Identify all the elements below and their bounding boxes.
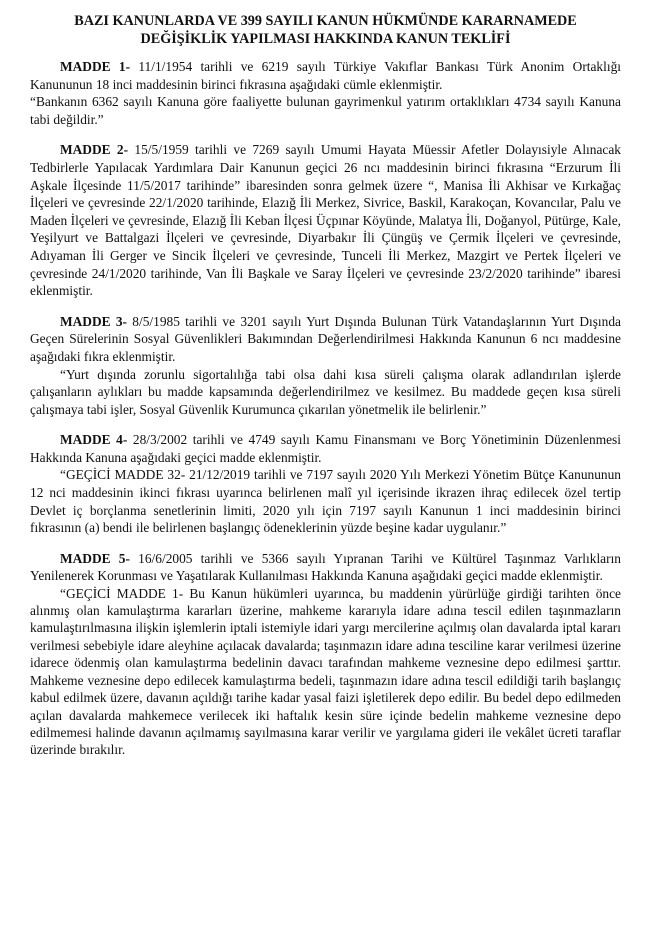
- article-5-intro-text: 16/6/2005 tarihli ve 5366 sayılı Yıpranan Tarihi ve Kültürel Taşınmaz Varlıkların Yenilenerek Korunması ve Yaşatılarak Kullanılması Hakkında Kanuna aşağıdaki geçici madde eklenmiştir.: [30, 550, 621, 584]
- article-3-quote: “Yurt dışında zorunlu sigortalılığa tabi olsa dahi kısa süreli çalışma olarak adlandırılan işlerde çalışanların aylıkları bu madde kapsamında değerlendirilmez ve kesilmez. Bu maddede geçen kısa süreli çalışmaya tabi işler, Sosyal Güvenlik Kurumunca çıkarılan yönetmelik ile belirlenir.”: [30, 366, 621, 417]
- article-1-quote: “Bankanın 6362 sayılı Kanuna göre faaliyette bulunan gayrimenkul yatırım ortaklıkları 4734 sayılı Kanuna tabi değildir.”: [30, 94, 621, 127]
- article-1: [30, 58, 621, 128]
- document-title: [30, 12, 621, 48]
- article-3-intro-text: 8/5/1985 tarihli ve 3201 sayılı Yurt Dışında Bulunan Türk Vatandaşlarının Yurt Dışında Geçen Sürelerinin Sosyal Güvenlikleri Bakımından Değerlendirilmesi Hakkında Kanunun 6 ncı maddesine aşağıdaki fıkra eklenmiştir.: [30, 313, 621, 364]
- article-5-quote: “GEÇİCİ MADDE 1- Bu Kanun hükümleri uyarınca, bu maddenin yürürlüğe girdiği tarihten önce alınmış olan kamulaştırma kararları üzerine, mahkeme kararıyla idare adına tescil edilen taşınmazların kamulaştırılmasına ilişkin işlemlerin iptali istemiyle idari yargı mercilerine açılmış olan davalarda iptal kararı verilmesi sebebiyle idare aleyhine açılacak davalarda; taşınmazın idare adına tesciline karar verilmesi üzerine idarece ödenmiş olan kamulaştırma bedelinin davacı tarafından mahkeme veznesine depo edilmesi şarttır. Mahkeme veznesine depo edilecek kamulaştırma bedeli, taşınmazın idare adına tescil edildiği tarih başlangıç kabul edilmek üzere, davanın açıldığı tarihe kadar yasal faizi işletilerek depo edilir. Bu bedel depo edilmeden açılan davalarda mahkemece verilecek iki haftalık kesin süre içinde bedelin mahkeme veznesine depo edilmemesi halinde davanın açılmamış sayılmasına karar verilir ve yargılama gideri ile vekâlet ücreti taraflar üzerinde bırakılır.: [30, 585, 621, 758]
- article-4-intro: [30, 431, 621, 466]
- article-2: [30, 141, 621, 299]
- article-3-label: MADDE 3-: [60, 313, 128, 329]
- article-1-intro: [30, 58, 621, 93]
- article-1-label: MADDE 1-: [60, 59, 131, 74]
- title-line-1: BAZI KANUNLARDA VE 399 SAYILI KANUN HÜKMÜNDE KARARNAMEDE: [74, 13, 577, 29]
- article-1-intro-text: 11/1/1954 tarihli ve 6219 sayılı Türkiye Vakıflar Bankası Türk Anonim Ortaklığı Kanununun 18 inci maddesinin birinci fıkrasına aşağıdaki cümle eklenmiştir.: [30, 59, 621, 92]
- article-2-intro-text: 15/5/1959 tarihli ve 7269 sayılı Umumi Hayata Müessir Afetler Dolayısiyle Alınacak Tedbirlerle Yapılacak Yardımlara Dair Kanunun geçici 26 ncı maddesinin birinci fıkrasına “Erzurum İli Aşkale İlçesinde 11/5/2017 tarihinde” ibaresinden sonra gelmek üzere “, Manisa İli Akhisar ve Kırkağaç İlçeleri ve çevresinde 22/1/2020 tarihinde, Elazığ İli Merkez, Sivrice, Baskil, Karakoçan, Kovancılar, Palu ve Maden İlçeleri ve çevresinde, Elazığ İli Keban İlçesi Üçpınar Köyünde, Malatya İli, Doğanyol, Pütürge, Kale, Yeşilyurt ve Battalgazi İlçeleri ve çevresinde, Diyarbakır İli Çüngüş ve Çermik İlçeleri ve çevresinde, Adıyaman İli Gerger ve Sincik İlçeleri ve çevresinde, Tunceli İli Merkez, Mazgirt ve Pertek İlçeleri ve çevresinde 24/1/2020 tarihinde, Van İli Başkale ve Saray İlçeleri ve çevresinde 23/2/2020 tarihinde” ibaresi eklenmiştir.: [30, 142, 621, 299]
- article-3-intro: [30, 313, 621, 366]
- article-3: [30, 313, 621, 419]
- article-2-label: MADDE 2-: [60, 142, 129, 158]
- article-2-intro: [30, 141, 621, 299]
- article-5: [30, 550, 621, 759]
- article-4-label: MADDE 4-: [60, 432, 128, 448]
- article-4-intro-text: 28/3/2002 tarihli ve 4749 sayılı Kamu Finansmanı ve Borç Yönetiminin Düzenlenmesi Hakkında Kanuna aşağıdaki geçici madde eklenmiştir.: [30, 432, 621, 465]
- article-5-label: MADDE 5-: [60, 550, 130, 566]
- article-5-intro: [30, 550, 621, 585]
- article-4: [30, 431, 621, 537]
- title-line-2: DEĞİŞİKLİK YAPILMASI HAKKINDA KANUN TEKLİFİ: [140, 31, 511, 47]
- article-4-quote: “GEÇİCİ MADDE 32- 21/12/2019 tarihli ve 7197 sayılı 2020 Yılı Merkezi Yönetim Bütçe Kanununun 12 nci maddesinin ikinci fıkrası uyarınca belirlenen malî yıl içerisinde ikrazen ihraç edilecek özel tertip Devlet iç borçlanma senetlerinin limiti, 2020 yılı için 7197 sayılı Kanunun 1 inci maddesinin birinci fıkrasının (a) bendi ile belirlenen başlangıç ödeneklerinin yüzde beşine kadar uygulanır.”: [30, 467, 621, 536]
